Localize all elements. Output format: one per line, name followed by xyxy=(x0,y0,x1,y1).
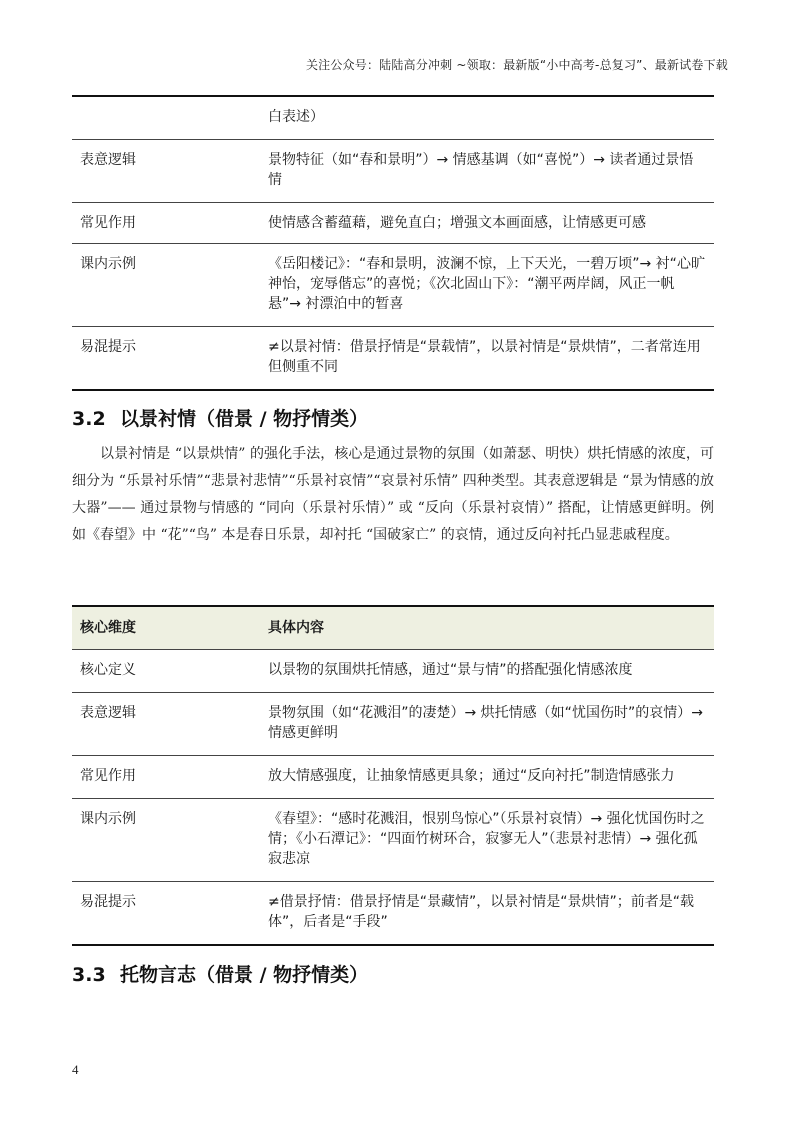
section-number: 3.3 xyxy=(72,964,106,986)
table-row xyxy=(72,882,714,946)
table-row xyxy=(72,693,714,756)
page-header: 关注公众号：陆陆高分冲刺 ~领取：最新版“小中高考-总复习”、最新试卷下载 xyxy=(305,58,728,72)
section-title: 以景衬情（借景 / 物抒情类） xyxy=(120,408,369,430)
row-key: 易混提示 xyxy=(72,882,268,946)
table-row xyxy=(72,203,714,244)
table-row xyxy=(72,140,714,203)
table-header-row xyxy=(72,606,714,650)
row-value: 使情感含蓄蕴藉，避免直白；增强文本画面感，让情感更可感 xyxy=(268,203,714,244)
section-number: 3.2 xyxy=(72,408,106,430)
row-value: 《春望》：“感时花溅泪，恨别鸟惊心”（乐景衬哀情）→ 强化忧国伤时之情；《小石潭记》：“四面竹树环合，寂寥无人”（悲景衬悲情）→ 强化孤寂悲凉 xyxy=(268,799,714,882)
section-heading-3-3 xyxy=(72,960,368,987)
row-value: ≠借景抒情：借景抒情是“景藏情”，以景衬情是“景烘情”；前者是“载体”，后者是“手段” xyxy=(268,882,714,946)
row-key: 易混提示 xyxy=(72,327,268,391)
row-key: 课内示例 xyxy=(72,799,268,882)
row-key: 表意逻辑 xyxy=(72,140,268,203)
column-header: 具体内容 xyxy=(268,606,714,650)
table-row xyxy=(72,96,714,140)
table-row xyxy=(72,650,714,693)
technique-table-1 xyxy=(72,95,714,391)
column-header: 核心维度 xyxy=(72,606,268,650)
row-value: 景物氛围（如“花溅泪”的凄楚）→ 烘托情感（如“忧国伤时”的哀情）→ 情感更鲜明 xyxy=(268,693,714,756)
row-value: 以景物的氛围烘托情感，通过“景与情”的搭配强化情感浓度 xyxy=(268,650,714,693)
row-value: 放大情感强度，让抽象情感更具象；通过“反向衬托”制造情感张力 xyxy=(268,756,714,799)
technique-table-2 xyxy=(72,605,714,946)
row-value: 景物特征（如“春和景明”）→ 情感基调（如“喜悦”）→ 读者通过景悟情 xyxy=(268,140,714,203)
table-row xyxy=(72,244,714,327)
table-row xyxy=(72,799,714,882)
table-row xyxy=(72,756,714,799)
section-paragraph: 以景衬情是 “以景烘情” 的强化手法，核心是通过景物的氛围（如萧瑟、明快）烘托情感的浓度，可细分为 “乐景衬乐情”“悲景衬悲情”“乐景衬哀情”“哀景衬乐情” 四种类型。其表意逻辑是 “景为情感的放大器”—— 通过景物与情感的 “同向（乐景衬乐情）” 或 “反向（乐景衬哀情）” 搭配，让情感更鲜明。例如《春望》中 “花”“鸟” 本是春日乐景，却衬托 “国破家亡” 的哀情，通过反向衬托凸显悲戚程度。 xyxy=(72,446,714,543)
row-key: 表意逻辑 xyxy=(72,693,268,756)
row-key: 课内示例 xyxy=(72,244,268,327)
row-value: 《岳阳楼记》：“春和景明，波澜不惊，上下天光，一碧万顷”→ 衬“心旷神怡，宠辱偕忘”的喜悦；《次北固山下》：“潮平两岸阔，风正一帆悬”→ 衬漂泊中的暂喜 xyxy=(268,244,714,327)
row-key: 核心定义 xyxy=(72,650,268,693)
section-title: 托物言志（借景 / 物抒情类） xyxy=(120,964,369,986)
row-key xyxy=(72,96,268,140)
row-value: ≠以景衬情：借景抒情是“景载情”，以景衬情是“景烘情”，二者常连用但侧重不同 xyxy=(268,327,714,391)
page-number: 4 xyxy=(72,1062,79,1077)
section-heading-3-2 xyxy=(72,404,368,431)
row-value: 白表述） xyxy=(268,96,714,140)
row-key: 常见作用 xyxy=(72,203,268,244)
row-key: 常见作用 xyxy=(72,756,268,799)
table-row xyxy=(72,327,714,391)
